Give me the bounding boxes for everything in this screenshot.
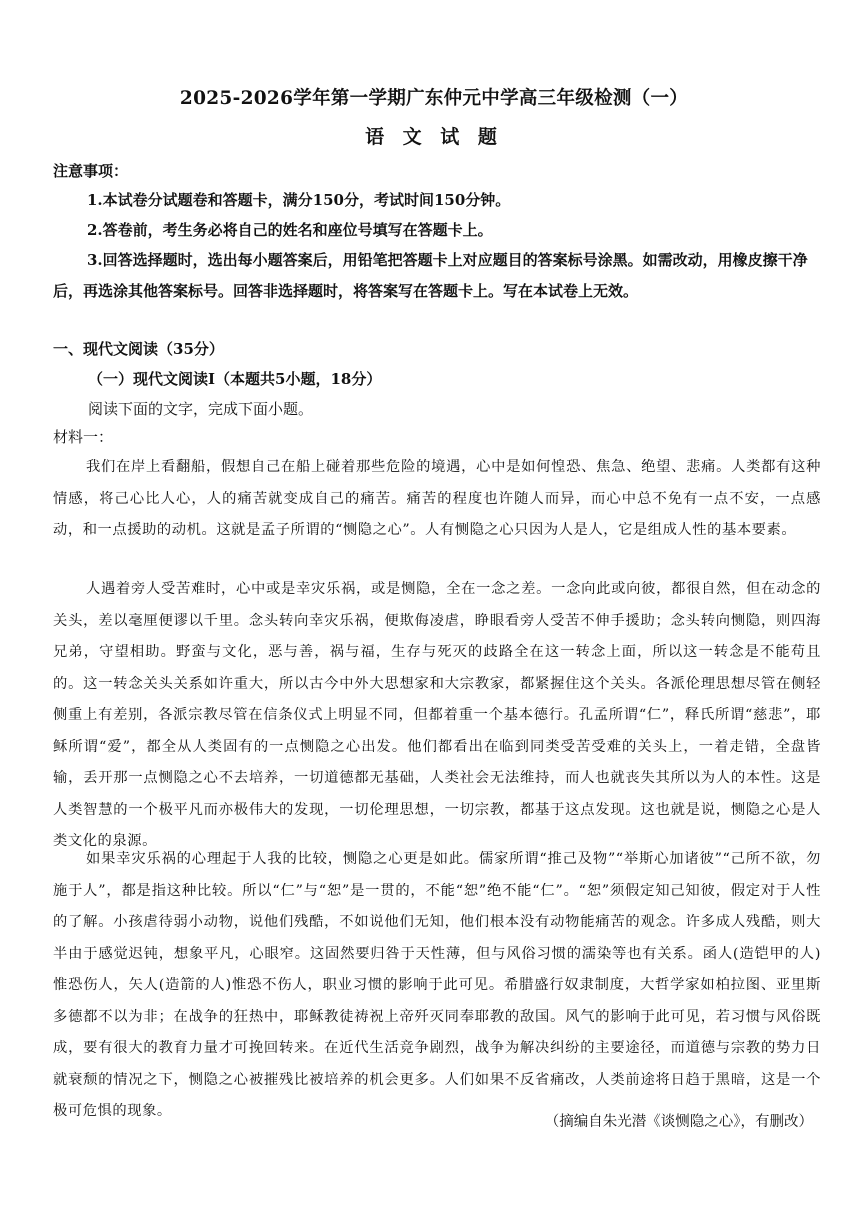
exam-title: 2025-2026学年第一学期广东仲元中学高三年级检测（一） <box>179 88 689 109</box>
notice-heading: 注意事项： <box>53 162 129 180</box>
material-label: 材料一： <box>53 428 114 446</box>
passage-paragraph: 如果幸灾乐祸的心理起于人我的比较，恻隐之心更是如此。儒家所谓“推己及物”“举斯心加诸彼”“己所不欲，勿施于人”，都是指这种比较。所以“仁”与“恕”是一贯的，不能“恕”绝不能“仁”。“恕”须假定知己知彼，假定对于人性的了解。小孩虐待弱小动物，说他们残酷，不如说他们无知，他们根本没有动物能痛苦的观念。许多成人残酷，则大半由于感觉迟钝，想象平凡，心眼窄。这固然要归咎于天性薄，但与风俗习惯的濡染等也有关系。函人(造铠甲的人)惟恐伤人，矢人(造箭的人)惟恐不伤人，职业习惯的影响于此可见。希腊盛行奴隶制度，大哲学家如柏拉图、亚里斯多德都不以为非；在战争的狂热中，耶稣教徒祷祝上帝歼灭同奉耶教的敌国。风气的影响于此可见，若习惯与风俗既成，要有很大的教育力量才可挽回转来。在近代生活竞争剧烈，战争为解决纠纷的主要途径，而道德与宗教的势力日就衰颓的情况之下，恻隐之心被摧残比被培养的机会更多。人们如果不反省痛改，人类前途将日趋于黑暗，这是一个极可危惧的现象。 <box>53 851 821 1119</box>
exam-subtitle: 语 文 试 题 <box>365 126 503 148</box>
notice-item: 2.答卷前，考生务必将自己的姓名和座位号填写在答题卡上。 <box>87 221 493 239</box>
source-citation: （摘编自朱光潜《谈恻隐之心》，有删改） <box>544 1114 813 1130</box>
notice-item: 1.本试卷分试题卷和答题卡，满分150分，考试时间150分钟。 <box>87 191 511 209</box>
passage-paragraph: 我们在岸上看翻船，假想自己在船上碰着那些危险的境遇，心中是如何惶恐、焦急、绝望、悲痛。人类都有这种情感，将己心比人心，人的痛苦就变成自己的痛苦。痛苦的程度也许随人而异，而心中总不免有一点不安，一点感动，和一点援助的动机。这就是孟子所谓的“恻隐之心”。人有恻隐之心只因为人是人，它是组成人性的基本要素。 <box>53 459 821 538</box>
notice-item: 3.回答选择题时，选出每小题答案后，用铅笔把答题卡上对应题目的答案标号涂黑。如需改动，用橡皮擦干净后，再选涂其他答案标号。回答非选择题时，将答案写在答题卡上。写在本试卷上无效。 <box>53 251 808 300</box>
passage-paragraph: 人遇着旁人受苦难时，心中或是幸灾乐祸，或是恻隐，全在一念之差。一念向此或向彼，都很自然，但在动念的关头，差以毫厘便谬以千里。念头转向幸灾乐祸，便欺侮凌虐，睁眼看旁人受苦不伸手援助；念头转向恻隐，则四海兄弟，守望相助。野蛮与文化，恶与善，祸与福，生存与死灭的歧路全在这一转念上面，所以这一转念是不能苟且的。这一转念关头关系如许重大，所以古今中外大思想家和大宗教家，都紧握住这个关头。各派伦理思想尽管在侧轻侧重上有差别，各派宗教尽管在信条仪式上明显不同，但都着重一个基本德行。孔孟所谓“仁”，释氏所谓“慈悲”，耶稣所谓“爱”，都全从人类固有的一点恻隐之心出发。他们都看出在临到同类受苦受难的关头上，一着走错，全盘皆输，丢开那一点恻隐之心不去培养，一切道德都无基础，人类社会无法维持，而人也就丧失其所以为人的本性。这是人类智慧的一个极平凡而亦极伟大的发现，一切伦理思想，一切宗教，都基于这点发现。这也就是说，恻隐之心是人类文化的泉源。 <box>53 581 821 849</box>
reading-instruction: 阅读下面的文字，完成下面小题。 <box>88 400 314 418</box>
subsection-heading: （一）现代文阅读Ⅰ（本题共5小题，18分） <box>88 370 382 388</box>
section-heading: 一、现代文阅读（35分） <box>53 340 224 358</box>
